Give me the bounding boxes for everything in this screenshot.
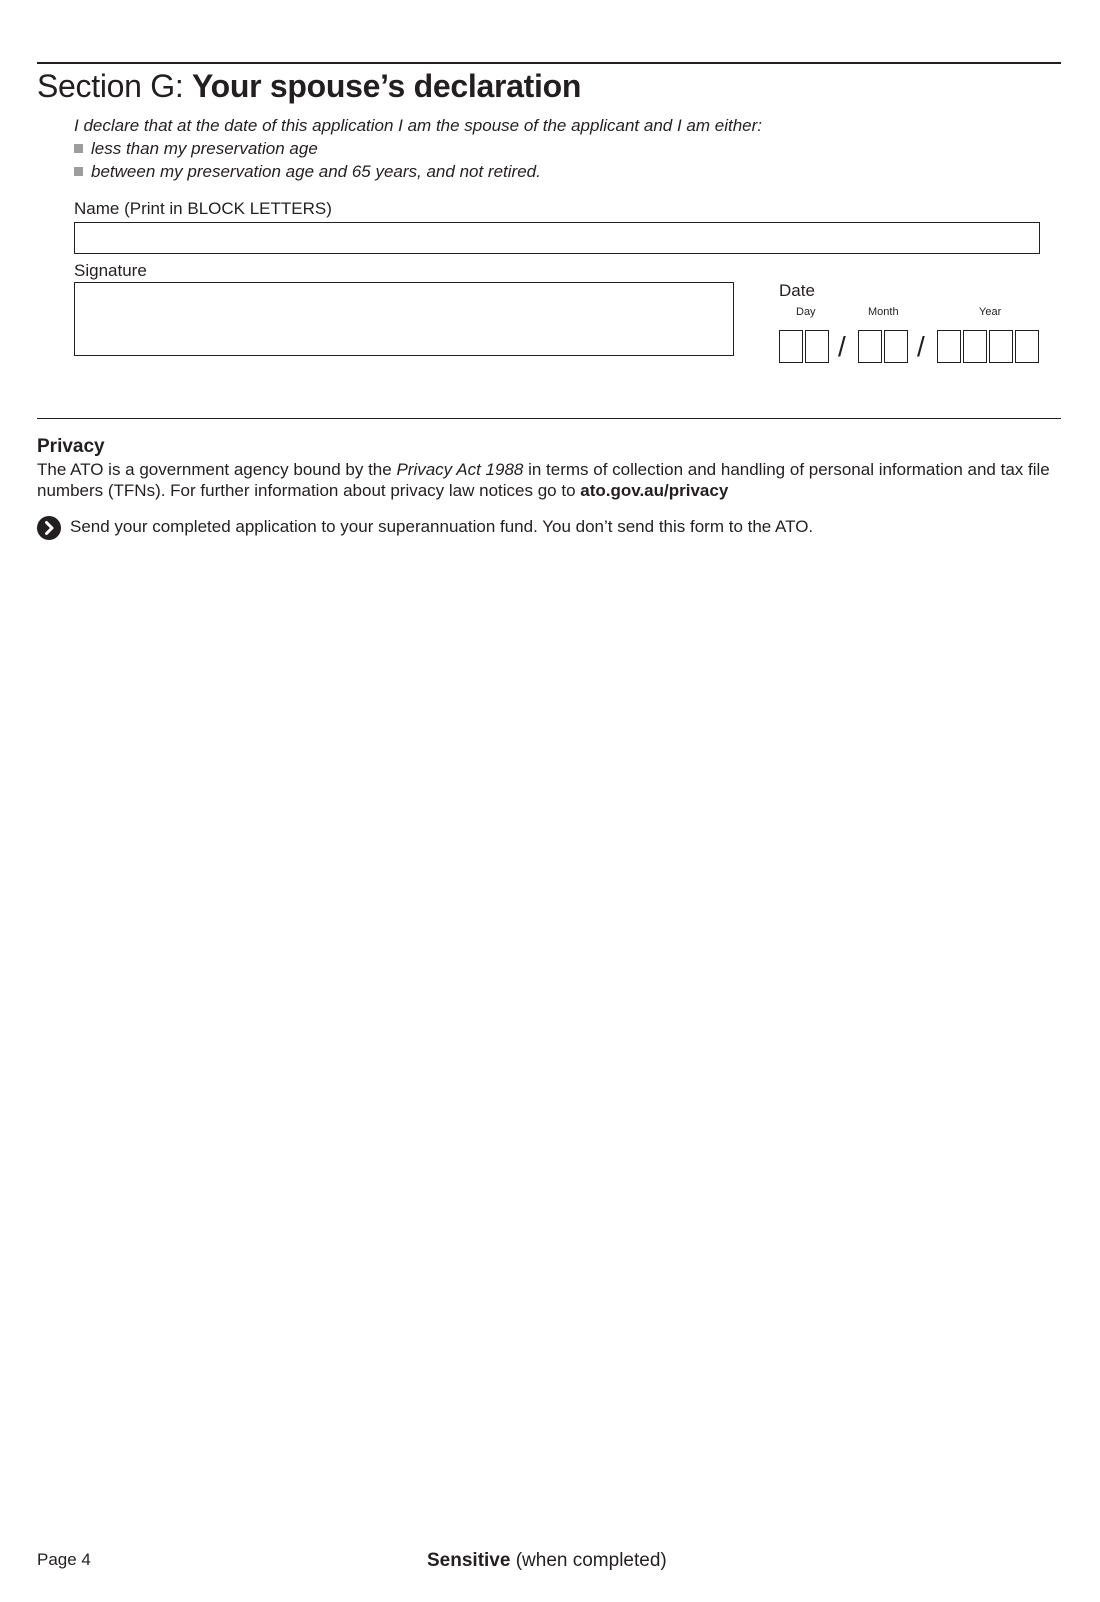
date-separator: / [838,331,846,362]
date-day-digit[interactable] [805,330,829,363]
privacy-act-name: Privacy Act 1988 [396,460,524,479]
declaration-option-text: between my preservation age and 65 years, and not retired. [91,162,541,181]
date-separator: / [917,331,925,362]
date-year-digit[interactable] [963,330,987,363]
date-month-digit[interactable] [858,330,882,363]
declaration-intro: I declare that at the date of this application I am the spouse of the applicant and I am either: [74,116,762,135]
sensitivity-label [427,1550,667,1572]
square-bullet-icon [74,144,83,153]
privacy-rule [37,418,1061,419]
privacy-text-middle: in terms of collection and handling of personal information and tax file numbers (TFNs). For further information about privacy law notices go to [37,460,1050,500]
sensitivity-bold: Sensitive [427,1550,511,1571]
date-month-digit[interactable] [884,330,908,363]
section-top-rule [37,62,1061,64]
date-day-digit[interactable] [779,330,803,363]
privacy-heading: Privacy [37,436,105,457]
signature-field[interactable] [74,282,734,356]
privacy-link[interactable]: ato.gov.au/privacy [580,481,729,500]
square-bullet-icon [74,167,83,176]
page-number: Page 4 [37,1550,91,1569]
signature-label: Signature [74,261,147,280]
date-year-digit[interactable] [989,330,1013,363]
section-title: Your spouse’s declaration [192,68,582,104]
month-label: Month [868,306,899,318]
date-label: Date [779,281,815,300]
chevron-right-icon [37,516,61,540]
chevron-right-circle-icon [37,516,61,540]
year-label: Year [979,306,1002,318]
send-instruction: Send your completed application to your superannuation fund. You don’t send this form to the ATO. [70,517,814,536]
privacy-text-start: The ATO is a government agency bound by the [37,460,397,479]
day-label: Day [796,306,816,318]
date-year-digit[interactable] [1015,330,1039,363]
sensitivity-rest: (when completed) [510,1550,667,1571]
section-prefix: Section G: [37,68,184,104]
privacy-text [37,459,1067,501]
section-heading [37,66,581,106]
name-field[interactable] [74,222,1040,254]
declaration-option-text: less than my preservation age [91,139,318,158]
date-year-digit[interactable] [937,330,961,363]
declaration-option [74,137,318,160]
declaration-option [74,160,541,183]
name-field-label: Name (Print in BLOCK LETTERS) [74,199,332,218]
